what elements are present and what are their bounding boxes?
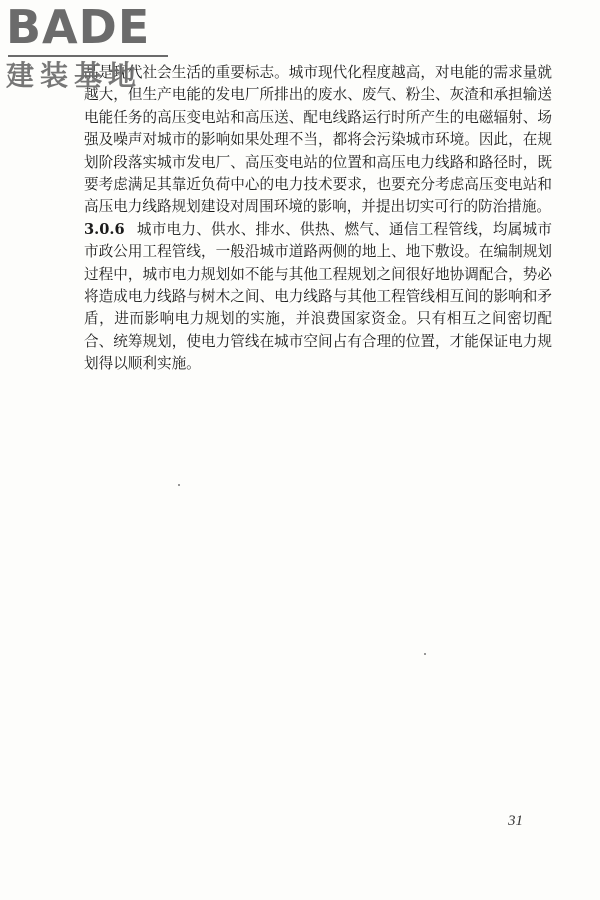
scan-speck [424,653,426,655]
body-text [84,62,552,376]
paragraph-clause-3-0-6 [84,219,552,376]
paragraph-text: 品是现代社会生活的重要标志。城市现代化程度越高，对电能的需求量就越大，但生产电能的发电厂所排出的废水、废气、粉尘、灰渣和承担输送电能任务的高压变电站和高压送、配电线路运行时所产生的电磁辐射、场强及噪声对城市的影响如果处理不当，都将会污染城市环境。因此，在规划阶段落实城市发电厂、高压变电站的位置和高压电力线路和路径时，既要考虑满足其靠近负荷中心的电力技术要求，也要充分考虑高压变电站和高压电力线路规划建设对周围环境的影响，并提出切实可行的防治措施。 [84,64,552,216]
scan-speck [178,484,180,486]
watermark-latin-text: BADE [6,0,151,54]
watermark-underline [8,55,168,57]
paragraph-continued [84,62,552,219]
watermark-cjk-text: 建装基地 [6,59,143,92]
paragraph-text: 城市电力、供水、排水、供热、燃气、通信工程管线，均属城市市政公用工程管线，一般沿城市道路两侧的地上、地下敷设。在编制规划过程中，城市电力规划如不能与其他工程规划之间很好地协调配合，势必将造成电力线路与树木之间、电力线路与其他工程管线相互间的影响和矛盾，进而影响电力规划的实施，并浪费国家资金。只有相互之间密切配合、统筹规划，使电力管线在城市空间占有合理的位置，才能保证电力规划得以顺利实施。 [84,220,552,373]
clause-number: 3.0.6 [84,220,125,238]
page-number: 31 [508,813,523,829]
